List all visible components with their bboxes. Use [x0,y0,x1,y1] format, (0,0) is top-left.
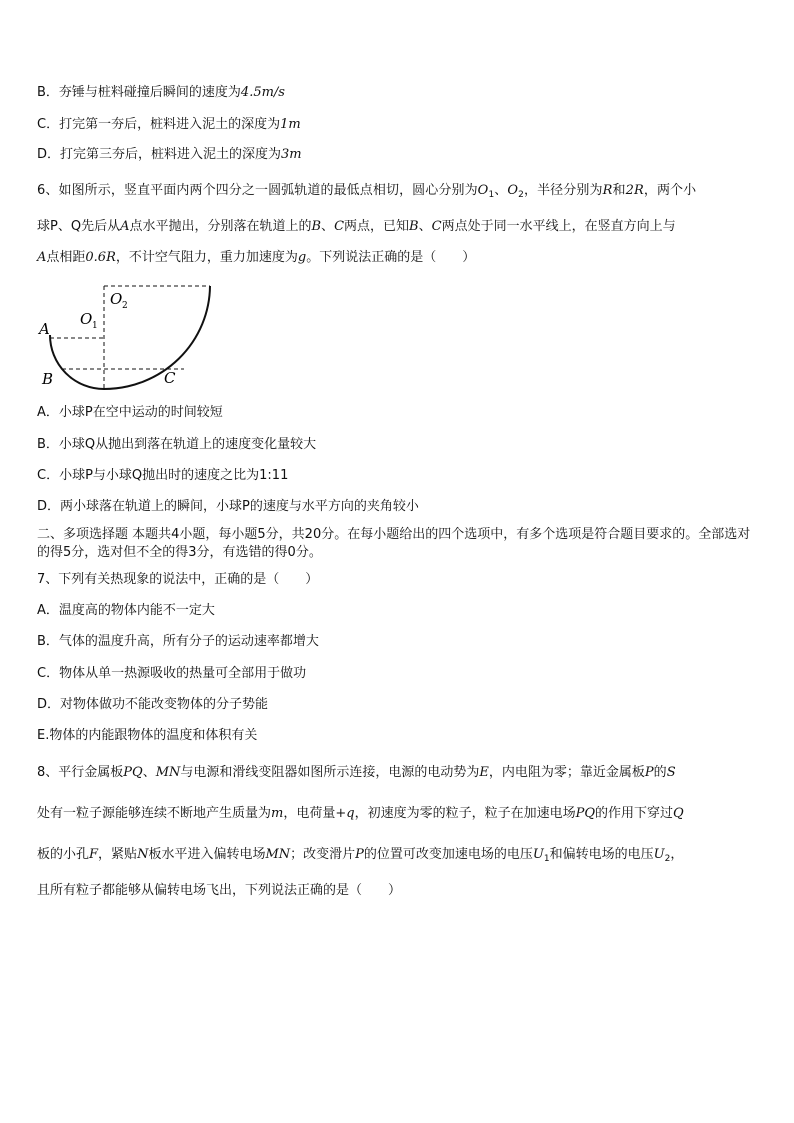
q7-stem: 7、下列有关热现象的说法中，正确的是（ ） [37,572,319,587]
section2-instructions: 二、多项选择题 本题共4小题，每小题5分，共20分。在每小题给出的四个选项中，有多个选项是符合题目要求的。全部选对的得5分，选对但不全的得3分，有选错的得0分。 [37,527,751,560]
q7-option-a: A．温度高的物体内能不一定大 [37,603,215,618]
q8-stem-line2: 处有一粒子源能够连续不断地产生质量为m，电荷量+q，初速度为零的粒子，粒子在加速电场PQ的作用下穿过Q [37,806,684,821]
q6-option-a: A．小球P在空中运动的时间较短 [37,405,223,420]
q6-stem-line1: 6、如图所示，竖直平面内两个四分之一圆弧轨道的最低点相切，圆心分别为$O_1$、$O_2$，半径分别为R和2R，两个小 [37,183,697,200]
label-a: A [39,320,50,338]
q6-option-d: D．两小球落在轨道上的瞬间，小球P的速度与水平方向的夹角较小 [37,499,419,514]
label-o2-sub: 2 [122,301,128,311]
q5-option-c: C．打完第一夯后，桩料进入泥土的深度为1m [37,117,301,132]
q6-option-b: B．小球Q从抛出到落在轨道上的速度变化量较大 [37,437,317,452]
q5-option-d: D．打完第三夯后，桩料进入泥土的深度为3m [37,147,302,162]
q6-figure [36,280,221,398]
q8-stem-line4: 且所有粒子都能够从偏转电场飞出，下列说法正确的是（ ） [37,883,402,898]
small-arc [50,335,104,389]
label-o1: O [80,310,93,328]
q7-option-c: C．物体从单一热源吸收的热量可全部用于做功 [37,666,307,681]
q6-stem-line2: 球P、Q先后从A点水平抛出，分别落在轨道上的B、C两点，已知B、C两点处于同一水平线上，在竖直方向上与 [37,219,676,234]
label-b: B [42,370,54,388]
label-o1-sub: 1 [92,321,98,331]
q5-option-b: B．夯锤与桩料碰撞后瞬间的速度为4.5m/s [37,85,285,100]
q6-stem-line3: A点相距0.6R，不计空气阻力，重力加速度为g。下列说法正确的是（ ） [37,250,476,265]
q7-option-b: B．气体的温度升高，所有分子的运动速率都增大 [37,634,319,649]
q7-option-e: E.物体的内能跟物体的温度和体积有关 [37,728,258,743]
q7-option-d: D．对物体做功不能改变物体的分子势能 [37,697,269,712]
q8-stem-line1: 8、平行金属板PQ、MN与电源和滑线变阻器如图所示连接，电源的电动势为E，内电阻为零；靠近金属板P的S [37,765,676,780]
label-o2: O [110,290,123,308]
q8-stem-line3: 板的小孔F，紧贴N板水平进入偏转电场MN；改变滑片P的位置可改变加速电场的电压$U_1$和偏转电场的电压$U_2$， [37,847,684,864]
label-c: C [164,369,176,387]
q6-option-c: C．小球P与小球Q抛出时的速度之比为1:11 [37,468,289,483]
